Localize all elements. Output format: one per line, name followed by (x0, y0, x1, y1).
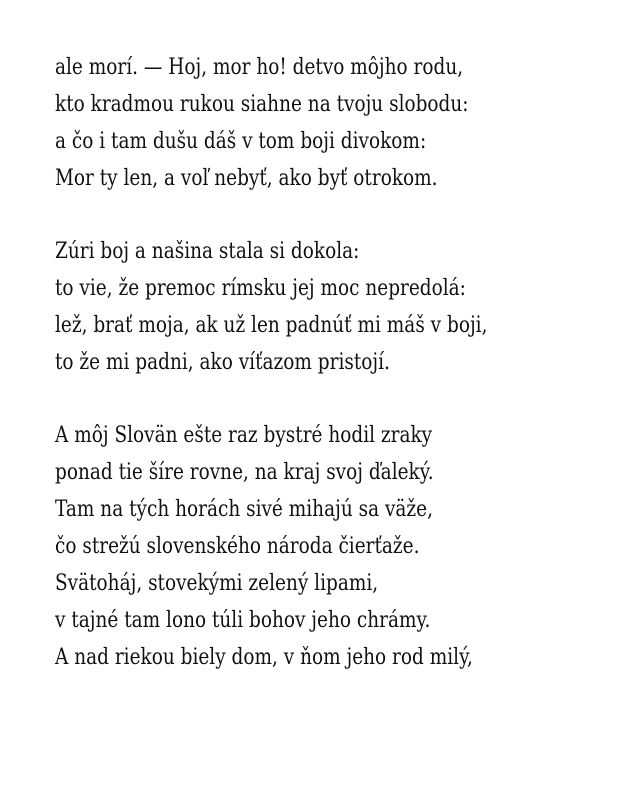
verse-line: to že mi padni, ako víťazom pristojí. (55, 350, 390, 375)
verse-line: kto kradmou rukou siahne na tvoju slobodu: (55, 92, 469, 117)
verse-line: Zúri boj a našina stala si dokola: (55, 239, 360, 264)
verse-line: Mor ty len, a voľ nebyť, ako byť otrokom. (55, 166, 438, 191)
verse-line: ale morí. — Hoj, mor ho! detvo môjho rodu, (55, 55, 464, 80)
verse-line: v tajné tam lono túli bohov jeho chrámy. (55, 608, 431, 633)
verse-line: a čo i tam dušu dáš v tom boji divokom: (55, 129, 427, 154)
verse-line: lež, brať moja, ak už len padnúť mi máš v boji, (55, 313, 488, 338)
verse-line: A nad riekou biely dom, v ňom jeho rod milý, (55, 645, 473, 670)
verse-line: Svätoháj, stovekými zelený lipami, (55, 571, 379, 596)
verse-line: to vie, že premoc rímsku jej moc nepredolá: (55, 276, 466, 301)
verse-line: A môj Slovän ešte raz bystré hodil zraky (55, 423, 433, 448)
poem-page (55, 49, 625, 676)
stanza-1 (55, 49, 625, 197)
stanza-2 (55, 233, 625, 381)
verse-line: Tam na tých horách sivé mihajú sa väže, (55, 497, 433, 522)
verse-line: ponad tie šíre rovne, na kraj svoj ďaleký. (55, 460, 434, 485)
stanza-3 (55, 417, 625, 676)
verse-line: čo strežú slovenského národa čierťaže. (55, 534, 420, 559)
